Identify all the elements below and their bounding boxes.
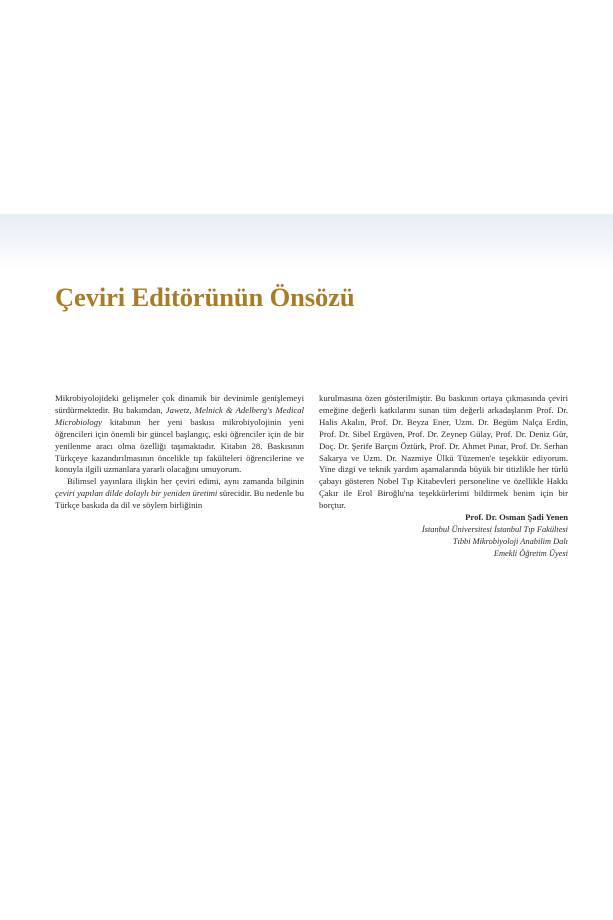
paragraph-2-text-b: sürecidir. Bu nedenle bu Türkçe baskıda da dil ve söylem birliğinin [55, 488, 304, 511]
signature-affiliation-3: Emekli Öğretim Üyesi [493, 548, 568, 558]
paragraph-1-text-a: Mikrobiyolojideki gelişmeler çok dinamik bir devinimle genişlemeyi sürdürmektedir. Bu bakımdan, [55, 393, 304, 415]
left-column [55, 393, 304, 512]
paragraph-2-italic: çeviri yapılan dilde dolaylı bir yeniden üretimi [55, 488, 218, 499]
paragraph-2 [55, 476, 304, 512]
right-column [319, 393, 568, 560]
signature-name: Prof. Dr. Osman Şadi Yenen [465, 512, 568, 523]
book-title-italic: Jawetz, Melnick & Adelberg's Medical Microbiology [55, 404, 304, 427]
page-title: Çeviri Editörünün Önsözü [55, 282, 355, 312]
signature-affiliation-1: İstanbul Üniversitesi İstanbul Tıp Fakültesi [421, 524, 568, 534]
signature-affiliation-2: Tıbbi Mikrobiyoloji Anabilim Dalı [452, 536, 568, 546]
paragraph-2-text-a: Bilimsel yayınlara ilişkin her çeviri edimi, aynı zamanda bilginin [67, 476, 304, 487]
header-gradient-band [0, 214, 613, 270]
paragraph-1 [55, 393, 304, 476]
paragraph-1-text-b: kitabının her yeni baskısı mikrobiyolojinin yeni öğrencileri için önemli bir güncel başlangıç, eski öğrenciler için de bir yenilenme aracı olma özelliği taşımaktadır. Kitabın 28. Baskısının Türkçeye kazandırılmasının öncelikle tıp fakülteleri öğrencilerine ve konuyla ilgili uzmanlara yararlı olacağını umuyorum. [55, 416, 304, 475]
paragraph-3: kurulmasına özen gösterilmiştir. Bu baskının ortaya çıkmasında çeviri emeğine değerli katkılarını sunan tüm değerli arkadaşlarım Prof. Dr. Halis Akalın, Prof. Dr. Beyza Ener, Uzm. Dr. Begüm Nalça Erdin, Prof. Dr. Sibel Ergüven, Prof. Dr. Zeynep Gülay, Prof. Dr. Deniz Gür, Doç. Dr. Şerife Barçın Öztürk, Prof. Dr. Ahmet Pınar, Prof. Dr. Serhan Sakarya ve Uzm. Dr. Nazmiye Ülkü Tüzemen'e teşekkür ediyorum. Yine dizgi ve teknik yardım aşamalarında büyük bir titizlikle her türlü çabayı gösteren Nobel Tıp Kitabevleri personeline ve özellikle Hakkı Çakır ile Erol Biroğlu'na teşekkürlerimi bildirmek benim için bir borçtur. [319, 393, 568, 511]
